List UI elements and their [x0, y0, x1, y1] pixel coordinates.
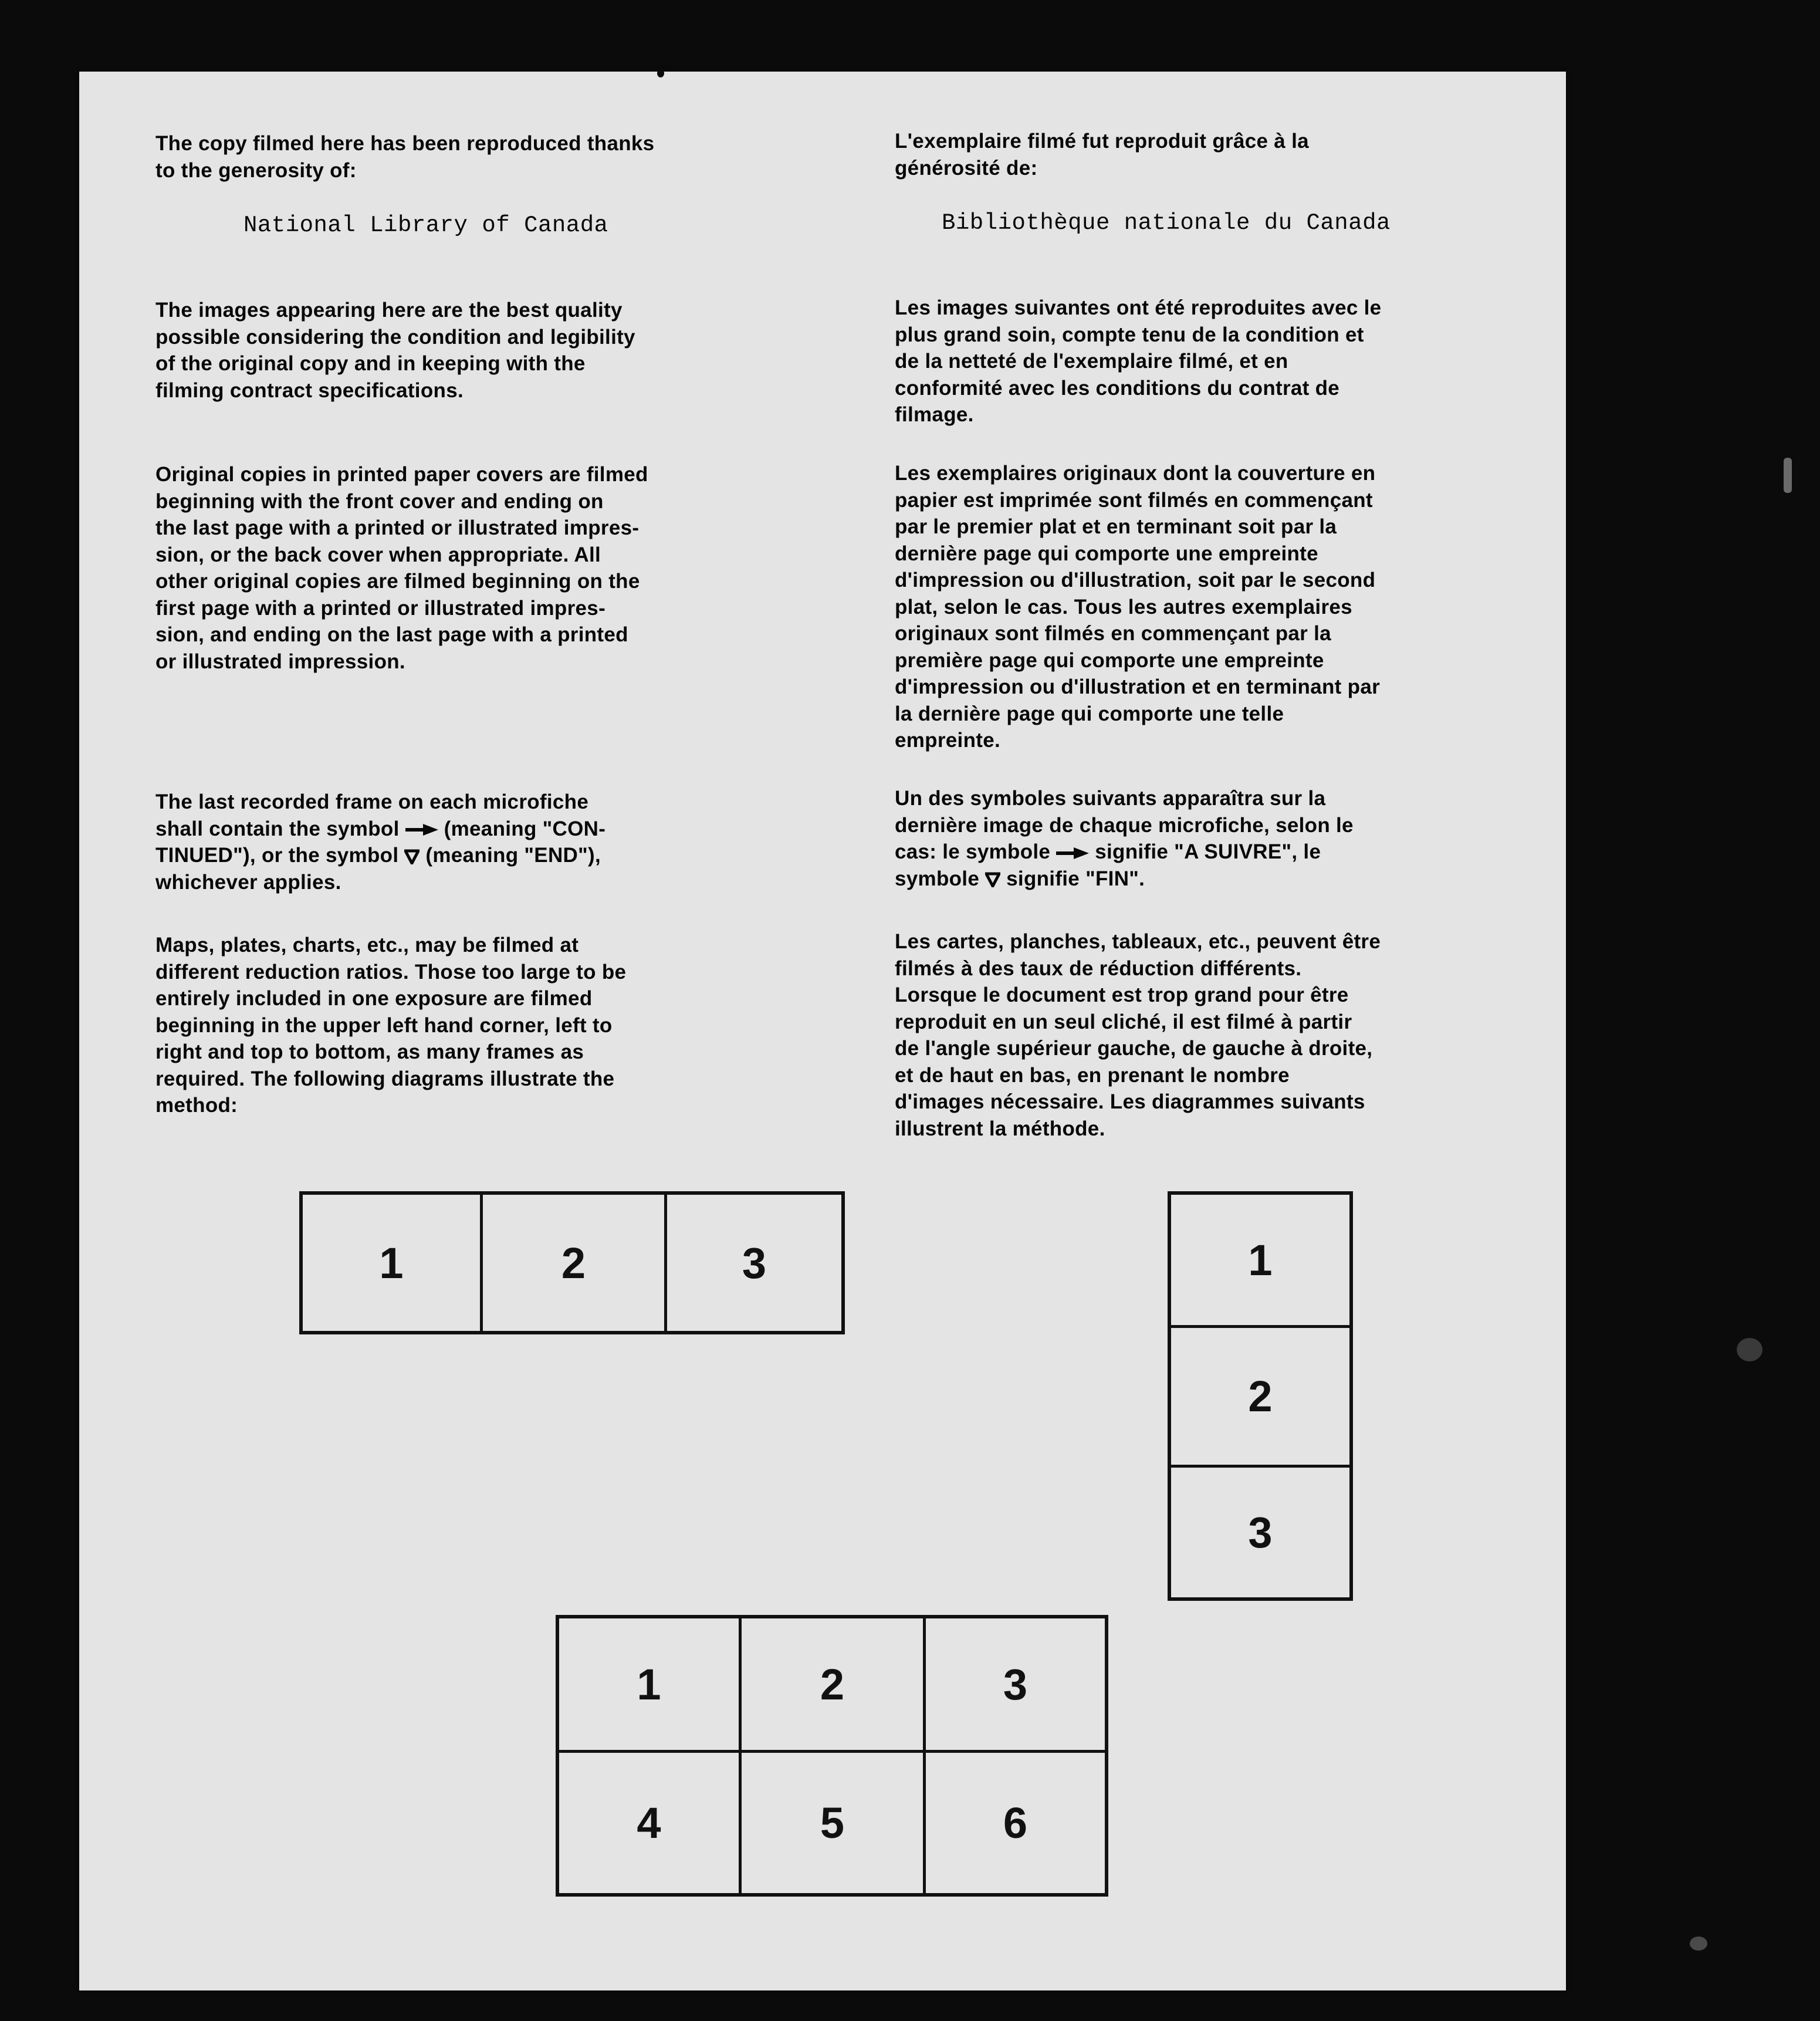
institution-name-fr: Bibliothèque nationale du Canada: [942, 210, 1391, 236]
end-triangle-icon: [404, 849, 420, 864]
maps-paragraph-fr: Les cartes, planches, tableaux, etc., peuvent être filmés à des taux de réduction différents. Lorsque le document est trop grand pour être reproduit en un seul cliché, il est filmé à partir de l'angle supérieur gauche, de gauche à droite, et de haut en bas, en prenant le nombre d'images nécessaire. Les diagrammes suivants illustrent la méthode.: [895, 930, 1381, 1140]
a-suivre-arrow-icon: [1056, 847, 1089, 859]
quality-paragraph-fr: Les images suivantes ont été reproduites avec le plus grand soin, compte tenu de la condition et de la netteté de l'exemplaire filmé, et en conformité avec les conditions du contrat de filmage.: [895, 296, 1382, 426]
frame-cell: 1: [379, 1238, 404, 1287]
frame-cell: 3: [1003, 1660, 1028, 1709]
frame-cell: 3: [742, 1238, 767, 1287]
maps-paragraph-en: Maps, plates, charts, etc., may be filmed at different reduction ratios. Those too large to be entirely included in one exposure are filmed beginning in the upper left hand corner, left to right and top to bottom, as many frames as required. The following diagrams illustrate the method:: [155, 934, 627, 1117]
symbol-text-en-1: The last recorded frame on each microfiche shall contain the symbol: [155, 790, 589, 840]
continued-arrow-icon: [405, 824, 438, 836]
frame-cell: 1: [637, 1660, 661, 1709]
thanks-paragraph-fr: L'exemplaire filmé fut reproduit grâce à la générosité de:: [895, 130, 1309, 180]
film-speck: [1737, 1338, 1763, 1361]
symbol-text-en-3: (meaning "END"), whichever applies.: [155, 844, 601, 894]
symbol-paragraph-en: [155, 789, 777, 895]
covers-paragraph-en: Original copies in printed paper covers are filmed beginning with the front cover and ending on the last page with a printed or illustrated impres- sion, or the back cover when appropriate. All other original copies are filmed beginning on the first page with a printed or illustrated impres- sion, and ending on the last page with a printed or illustrated impression.: [155, 463, 648, 673]
frame-cell: 2: [561, 1238, 586, 1287]
symbol-text-fr-3: signifie "FIN".: [1000, 867, 1145, 890]
covers-paragraph-fr: Les exemplaires originaux dont la couverture en papier est imprimée sont filmés en commençant par le premier plat et en terminant soit par la dernière page qui comporte une empreinte d'impression ou d'illustration, soit par le second plat, selon le cas. Tous les autres exemplaires originaux sont filmés en commençant par la première page qui comporte une empreinte d'impression ou d'illustration et en terminant par la dernière page qui comporte une telle empreinte.: [895, 462, 1381, 752]
film-speck: [657, 69, 664, 77]
symbol-text-fr-1: Un des symboles suivants apparaîtra sur la dernière image de chaque microfiche, selon le cas: le symbole: [895, 787, 1354, 863]
frame-cell: 5: [820, 1799, 845, 1847]
thanks-paragraph-en: The copy filmed here has been reproduced thanks to the generosity of:: [155, 132, 655, 182]
filmed-page: [79, 72, 1566, 1990]
symbol-text-en-2: (meaning "CON- TINUED"), or the symbol: [155, 817, 606, 867]
symbol-text-fr-2: signifie "A SUIVRE", le symbole: [895, 840, 1321, 890]
frame-cell: 2: [1248, 1372, 1273, 1421]
row-diagram: [299, 1191, 845, 1334]
frame-cell: 2: [820, 1660, 845, 1709]
fin-triangle-icon: [985, 872, 1000, 887]
grid-diagram: [556, 1615, 1108, 1897]
frame-cell: 3: [1248, 1508, 1273, 1557]
frame-cell: 4: [637, 1799, 661, 1847]
institution-name-en: National Library of Canada: [243, 212, 608, 238]
symbol-paragraph-fr: [895, 785, 1558, 892]
frame-cell: 6: [1003, 1799, 1028, 1847]
quality-paragraph-en: The images appearing here are the best quality possible considering the condition and legibility of the original copy and in keeping with the filming contract specifications.: [155, 299, 635, 402]
film-speck: [1784, 458, 1792, 493]
column-diagram: [1168, 1191, 1353, 1601]
film-speck: [1690, 1936, 1707, 1951]
frame-cell: 1: [1248, 1235, 1273, 1285]
